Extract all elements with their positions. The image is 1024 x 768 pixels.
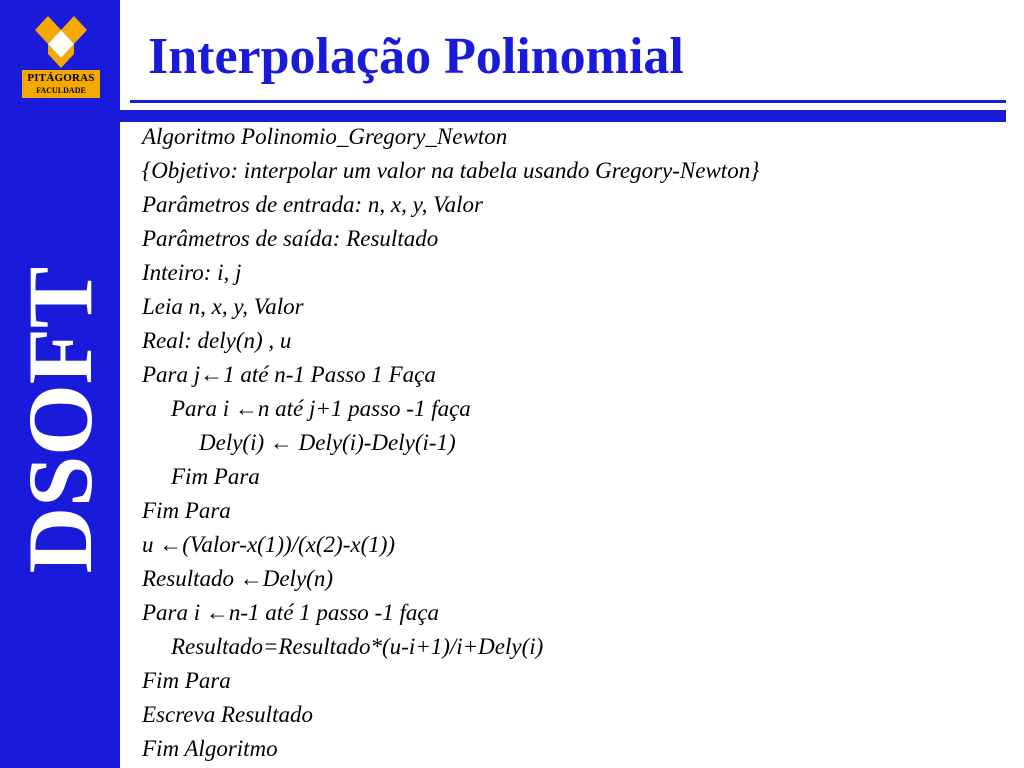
algorithm-line: Parâmetros de saída: Resultado [142, 226, 439, 251]
pitagoras-logo [16, 10, 106, 100]
algorithm-line: Fim Para [171, 464, 260, 489]
algorithm-line: Fim Algoritmo [142, 736, 278, 761]
title-divider-thin [130, 100, 1006, 103]
algorithm-line: Resultado ←Dely(n) [142, 566, 333, 591]
algorithm-line: Escreva Resultado [142, 702, 313, 727]
algorithm-line: Parâmetros de entrada: n, x, y, Valor [142, 192, 483, 217]
algorithm-line: Leia n, x, y, Valor [142, 294, 304, 319]
logo-text-faculdade: FACULDADE [36, 86, 86, 95]
algorithm-line: Inteiro: i, j [142, 260, 242, 285]
algorithm-line: Resultado=Resultado*(u-i+1)/i+Dely(i) [171, 634, 544, 659]
algorithm-line: Para i ←n-1 até 1 passo -1 faça [142, 600, 440, 625]
algorithm-line: Dely(i) ← Dely(i)-Dely(i-1) [199, 430, 456, 455]
logo-text-pitagoras: PITÁGORAS [27, 72, 95, 84]
algorithm-line: Algoritmo Polinomio_Gregory_Newton [142, 124, 508, 149]
algorithm-listing [142, 120, 759, 766]
algorithm-line: Para j←1 até n-1 Passo 1 Faça [142, 362, 436, 387]
page-title: Interpolação Polinomial [148, 28, 684, 85]
algorithm-line: Fim Para [142, 668, 231, 693]
algorithm-line: u ←(Valor-x(1))/(x(2)-x(1)) [142, 532, 396, 557]
vertical-title: DSOFT [9, 266, 111, 574]
algorithm-line: Real: dely(n) , u [142, 328, 292, 353]
algorithm-line: Fim Para [142, 498, 231, 523]
algorithm-line: Para i ←n até j+1 passo -1 faça [171, 396, 471, 421]
algorithm-line: {Objetivo: interpolar um valor na tabela usando Gregory-Newton} [142, 158, 760, 183]
